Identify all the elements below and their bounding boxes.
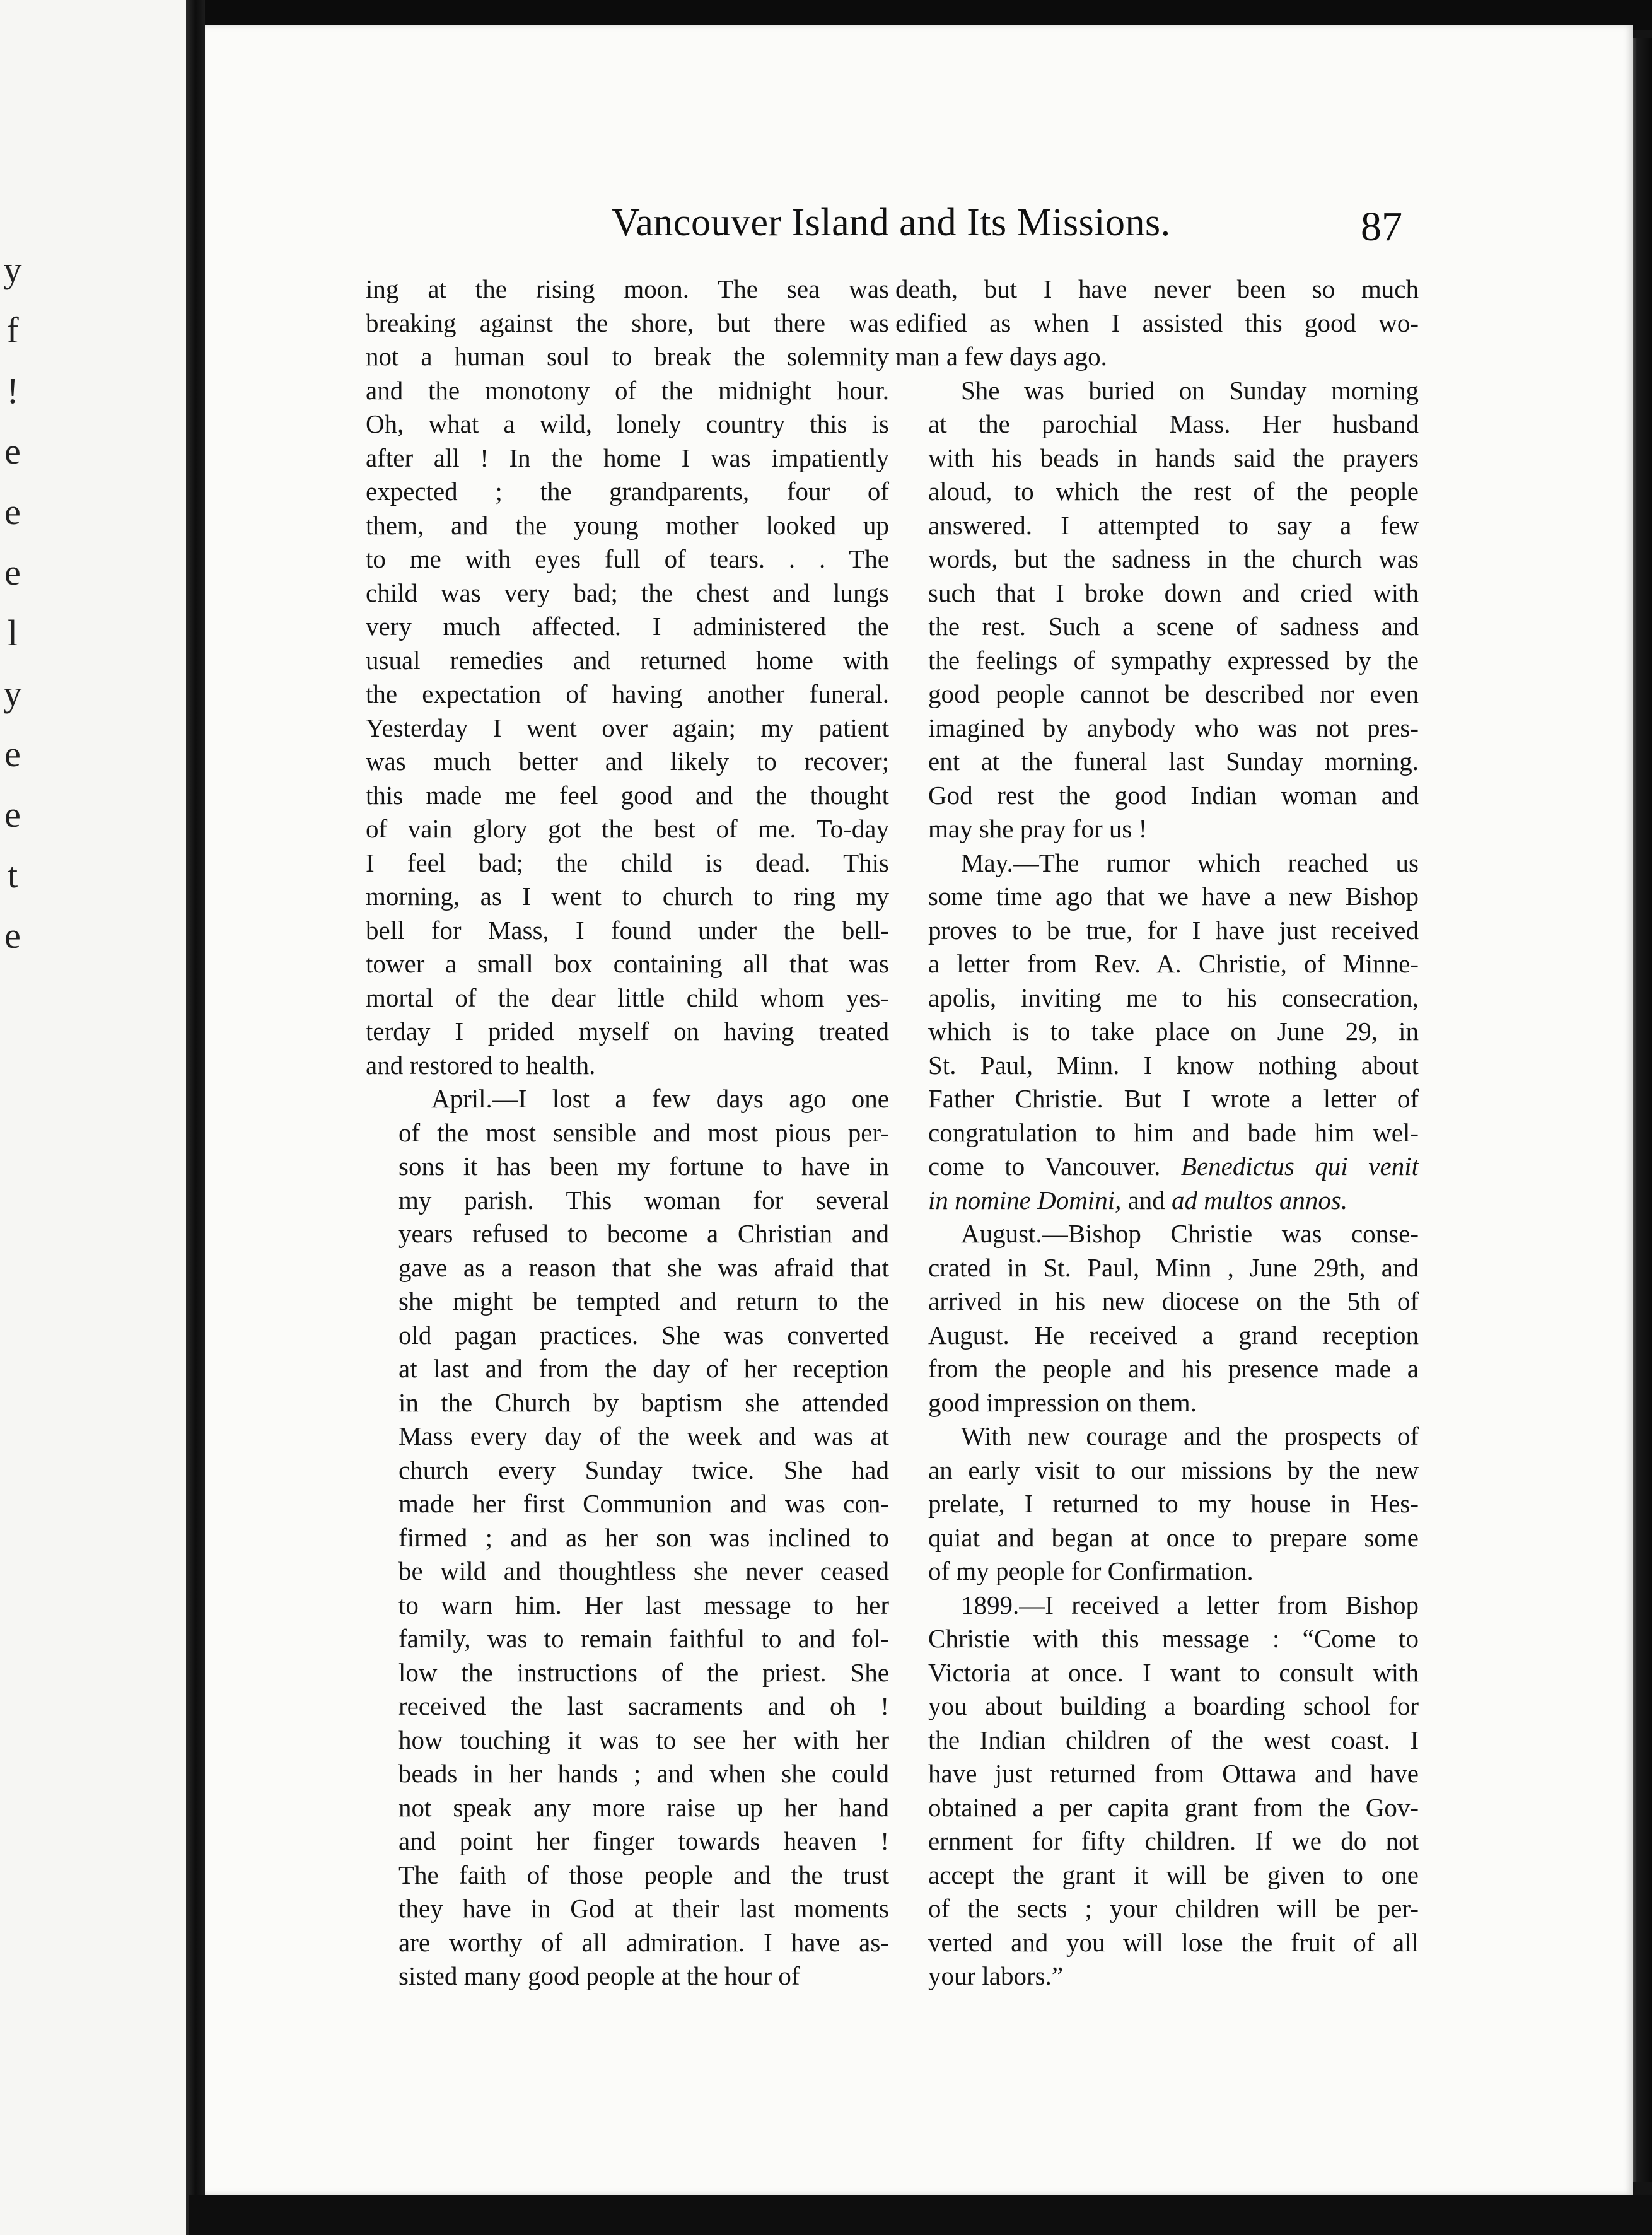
text-line: prelate, I returned to my house in Hes- xyxy=(928,1489,1419,1518)
text-line: of the most sensible and most pious per- xyxy=(398,1118,889,1147)
text-line: proves to be true, for I have just received xyxy=(928,915,1419,945)
text-line: bell for Mass, I found under the bell- xyxy=(366,915,889,945)
text-line: family, was to remain faithful to and fol- xyxy=(398,1624,889,1653)
text-line: very much affected. I administered the xyxy=(366,612,889,641)
text-line: obtained a per capita grant from the Gov- xyxy=(928,1792,1419,1822)
text-line: to me with eyes full of tears. . . The xyxy=(366,544,889,573)
margin-mark: e xyxy=(4,431,21,472)
text-line: such that I broke down and cried with xyxy=(928,578,1419,607)
text-line: she might be tempted and return to the xyxy=(398,1287,889,1316)
italic-phrase: Benedictus qui venit xyxy=(1180,1152,1419,1181)
text-line: breaking against the shore, but there was xyxy=(366,308,889,337)
margin-mark: e xyxy=(4,915,21,956)
text-line: and point her finger towards heaven ! xyxy=(398,1826,889,1855)
text-line: The faith of those people and the trust xyxy=(398,1860,889,1889)
text-line: tower a small box containing all that was xyxy=(366,949,889,978)
text-line: aloud, to which the rest of the people xyxy=(928,477,1419,506)
facing-page-fragment xyxy=(0,0,189,2235)
text-line: congratulation to him and bade him wel- xyxy=(928,1118,1419,1147)
text-line: this made me feel good and the thought xyxy=(366,780,889,810)
text-line: after all ! In the home I was impatiently xyxy=(366,443,889,472)
italic-phrase: in nomine Domini, xyxy=(928,1185,1122,1215)
text-line: verted and you will lose the fruit of all xyxy=(928,1927,1419,1957)
text-line: received the last sacraments and oh ! xyxy=(398,1691,889,1720)
text-line: an early visit to our missions by the new xyxy=(928,1455,1419,1485)
text-line: at last and from the day of her reception xyxy=(398,1354,889,1383)
text-line: apolis, inviting me to his consecration, xyxy=(928,983,1419,1012)
text-line: edified as when I assisted this good wo- xyxy=(895,308,1419,337)
text-line: come to Vancouver. Benedictus qui venit xyxy=(928,1152,1419,1181)
text-line: to warn him. Her last message to her xyxy=(398,1590,889,1619)
text-line: made her first Communion and was con- xyxy=(398,1489,889,1518)
text-line: Mass every day of the week and was at xyxy=(398,1421,889,1450)
text-line: the Indian children of the west coast. I xyxy=(928,1725,1419,1754)
text-line: accept the grant it will be given to one xyxy=(928,1860,1419,1889)
text-line: ernment for fifty children. If we do not xyxy=(928,1826,1419,1855)
paragraph xyxy=(366,272,889,1082)
text-line: crated in St. Paul, Minn , June 29th, and xyxy=(928,1252,1419,1282)
text-line: words, but the sadness in the church was xyxy=(928,544,1419,573)
text-line: morning, as I went to church to ring my xyxy=(366,882,889,911)
text-line: April.—I lost a few days ago one xyxy=(431,1084,889,1113)
text-line: my parish. This woman for several xyxy=(398,1185,889,1215)
text-line: of the sects ; your children will be per- xyxy=(928,1894,1419,1923)
text-line: be wild and thoughtless she never ceased xyxy=(398,1556,889,1585)
text-line: August. He received a grand reception xyxy=(928,1320,1419,1350)
paragraph xyxy=(366,1082,889,1993)
right-text-column xyxy=(895,272,1419,1993)
text-line: answered. I attempted to say a few xyxy=(928,510,1419,540)
margin-mark: y xyxy=(3,673,22,714)
text-line: sons it has been my fortune to have in xyxy=(398,1152,889,1181)
text-line: have just returned from Ottawa and have xyxy=(928,1759,1419,1788)
text-line: the feelings of sympathy expressed by the xyxy=(928,645,1419,675)
paragraph xyxy=(895,272,1419,374)
text-line: from the people and his presence made a xyxy=(928,1354,1419,1383)
text-line: old pagan practices. She was converted xyxy=(398,1320,889,1350)
margin-mark: ! xyxy=(6,370,19,411)
text-line: sisted many good people at the hour of xyxy=(398,1961,800,1990)
text-line: in nomine Domini, and ad multos annos. xyxy=(928,1185,1348,1215)
text-line: not a human soul to break the solemnity xyxy=(366,342,889,371)
text-line: August.—Bishop Christie was conse- xyxy=(961,1219,1419,1248)
margin-mark: e xyxy=(4,794,21,835)
margin-mark: e xyxy=(4,733,21,774)
text-line: are worthy of all admiration. I have as- xyxy=(398,1927,889,1957)
text-line: you about building a boarding school for xyxy=(928,1691,1419,1720)
text-line: and restored to health. xyxy=(366,1050,596,1080)
text-line: them, and the young mother looked up xyxy=(366,510,889,540)
margin-mark: e xyxy=(4,552,21,593)
margin-mark: e xyxy=(4,491,21,532)
text-line: low the instructions of the priest. She xyxy=(398,1657,889,1687)
text-line: years refused to become a Christian and xyxy=(398,1219,889,1248)
text-line: With new courage and the prospects of xyxy=(961,1421,1419,1450)
margin-mark: l xyxy=(7,612,18,653)
paragraph xyxy=(895,374,1419,846)
text-line: may she pray for us ! xyxy=(928,814,1148,843)
paragraph xyxy=(895,1217,1419,1420)
text-line: in the Church by baptism she attended xyxy=(398,1387,889,1417)
text-line: not speak any more raise up her hand xyxy=(398,1792,889,1822)
margin-mark: f xyxy=(6,310,19,351)
paragraph xyxy=(895,1589,1419,1993)
text-line: some time ago that we have a new Bishop xyxy=(928,882,1419,911)
text-line: was much better and likely to recover; xyxy=(366,747,889,776)
text-line: child was very bad; the chest and lungs xyxy=(366,578,889,607)
text-line: man a few days ago. xyxy=(895,342,1107,371)
text-line: with his beads in hands said the prayers xyxy=(928,443,1419,472)
text-line: gave as a reason that she was afraid that xyxy=(398,1252,889,1282)
text-line: I feel bad; the child is dead. This xyxy=(366,848,889,877)
text-line: She was buried on Sunday morning xyxy=(961,375,1419,405)
text-line: Christie with this message : “Come to xyxy=(928,1624,1419,1653)
text-line: terday I prided myself on having treated xyxy=(366,1017,889,1046)
text-line: expected ; the grandparents, four of xyxy=(366,477,889,506)
text-line: church every Sunday twice. She had xyxy=(398,1455,889,1485)
text-line: Victoria at once. I want to consult with xyxy=(928,1657,1419,1687)
text-line: St. Paul, Minn. I know nothing about xyxy=(928,1050,1419,1080)
text-line: the expectation of having another funeral. xyxy=(366,679,889,708)
text-line: God rest the good Indian woman and xyxy=(928,780,1419,810)
text-line: mortal of the dear little child whom yes- xyxy=(366,983,889,1012)
text-line: Yesterday I went over again; my patient xyxy=(366,713,889,742)
text-line: which is to take place on June 29, in xyxy=(928,1017,1419,1046)
text-line: they have in God at their last moments xyxy=(398,1894,889,1923)
text-line: imagined by anybody who was not pres- xyxy=(928,713,1419,742)
text-line: usual remedies and returned home with xyxy=(366,645,889,675)
margin-mark: y xyxy=(3,249,22,290)
running-head: Vancouver Island and Its Missions. xyxy=(612,201,1171,244)
text-line: Father Christie. But I wrote a letter of xyxy=(928,1084,1419,1113)
text-line: May.—The rumor which reached us xyxy=(961,848,1419,877)
text-line: firmed ; and as her son was inclined to xyxy=(398,1522,889,1552)
paragraph xyxy=(895,846,1419,1218)
text-line: quiat and began at once to prepare some xyxy=(928,1522,1419,1552)
page-number: 87 xyxy=(1361,204,1402,250)
text-line: arrived in his new diocese on the 5th of xyxy=(928,1287,1419,1316)
text-line: your labors.” xyxy=(928,1961,1064,1990)
left-text-column xyxy=(366,272,889,1993)
text-line: ing at the rising moon. The sea was xyxy=(366,274,889,303)
text-line: and the monotony of the midnight hour. xyxy=(366,375,889,405)
text-line: the rest. Such a scene of sadness and xyxy=(928,612,1419,641)
book-gutter xyxy=(186,0,205,2235)
text-line: Oh, what a wild, lonely country this is xyxy=(366,409,889,438)
text-line: 1899.—I received a letter from Bishop xyxy=(961,1590,1419,1619)
scan-bottom-edge xyxy=(189,2195,1652,2235)
text-line: ent at the funeral last Sunday morning. xyxy=(928,747,1419,776)
text-line: death, but I have never been so much xyxy=(895,274,1419,303)
text-line: a letter from Rev. A. Christie, of Minne- xyxy=(928,949,1419,978)
paragraph xyxy=(895,1420,1419,1589)
text-line: good people cannot be described nor even xyxy=(928,679,1419,708)
italic-phrase: ad multos annos. xyxy=(1172,1185,1348,1215)
text-line: of vain glory got the best of me. To-day xyxy=(366,814,889,843)
text-line: at the parochial Mass. Her husband xyxy=(928,409,1419,438)
text-line: how touching it was to see her with her xyxy=(398,1725,889,1754)
text-line: of my people for Confirmation. xyxy=(928,1556,1254,1585)
text-line: beads in her hands ; and when she could xyxy=(398,1759,889,1788)
margin-mark: t xyxy=(7,855,18,896)
text-line: good impression on them. xyxy=(928,1387,1197,1417)
facing-page-margin-text xyxy=(0,240,25,966)
